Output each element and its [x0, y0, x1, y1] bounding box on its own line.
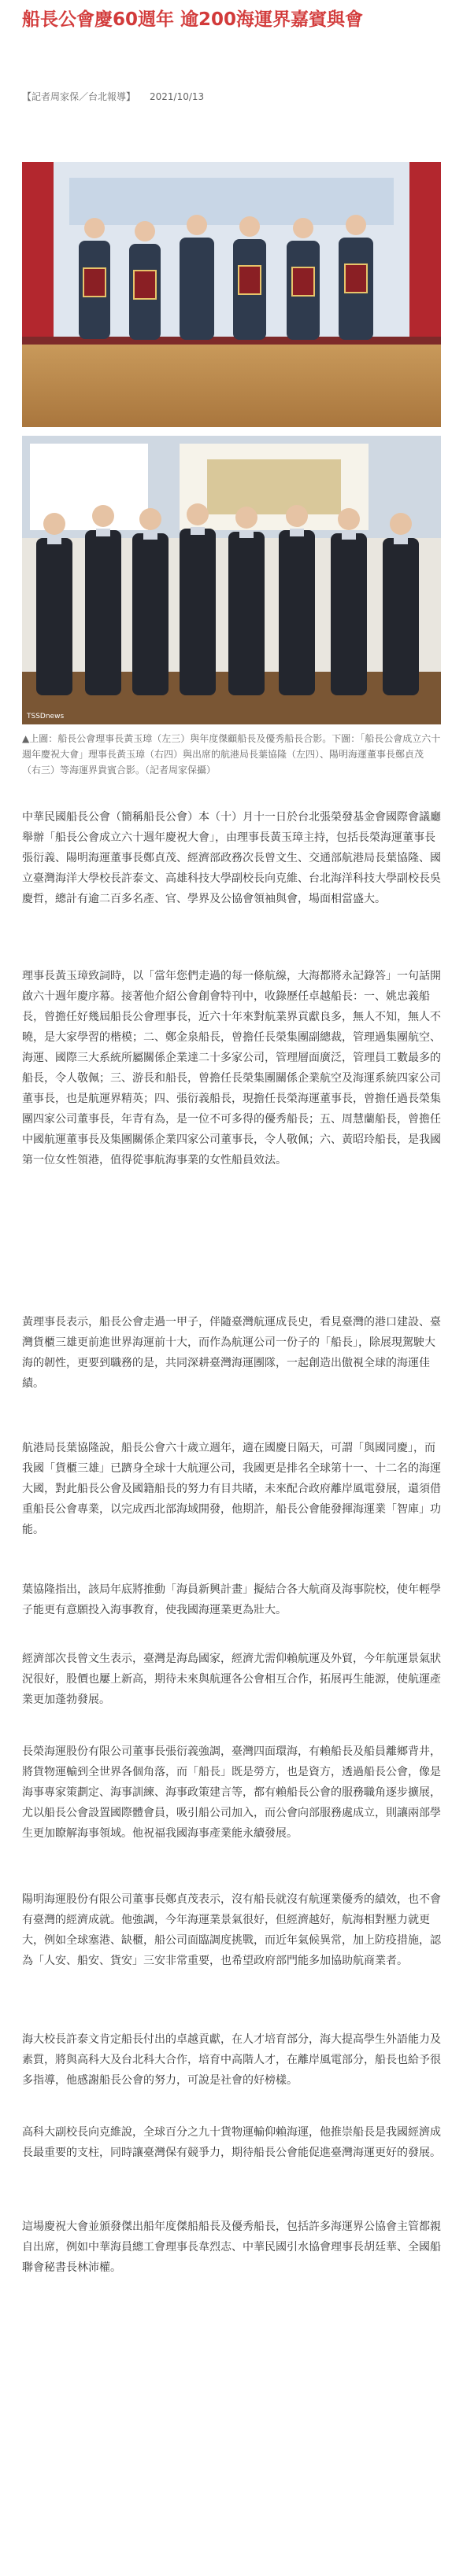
byline: 【記者周家保／台北報導】	[22, 91, 136, 102]
paragraph: 長榮海運股份有限公司董事長張衍義強調，臺灣四面環海，有賴船長及船員離鄉背井，將貨物運輸到全世界各個角落，而「船長」既是勞方，也是資方，透過船長公會，像是海事專家策劃定、海事訓練、海事政策建言等，都有賴船長公會的服務職角逐步擴展，尤以船長公會設置國際體會員，吸引船公司加入，而公會向部服務處成立，則讓兩部學生更加瞭解海事領域。他祝福我國海事產業能永續發展。	[22, 1745, 441, 1840]
paragraph: 黃理事長表示，船長公會走過一甲子，伴隨臺灣航運成長史，看見臺灣的港口建設、臺灣貨櫃三雄更前進世界海運前十大，而作為航運公司一份子的「船長」，除展現駕駛大海的韌性，更要到職務的是，共同深耕臺灣海運團隊，一起創造出傲視全球的海運佳績。	[22, 1316, 441, 1390]
paragraph: 經濟部次長曾文生表示，臺灣是海島國家，經濟尤需仰賴航運及外貿，今年航運景氣狀況很好，股價也屢上新高，期待未來與航運各公會相互合作，拓展再生能源，使航運產業更加蓬勃發展。	[22, 1653, 441, 1706]
paragraph: 理事長黃玉璋致詞時，以「當年您們走過的每一條航線，大海都將永記錄答」一句話開啟六十週年慶序幕。接著他介紹公會創會特刊中，收錄歷任卓越船長：一、姚忠義船長，曾擔任好幾屆船長公會理事長，近六十年來對航業界貢獻良多，無人不知，無人不曉，是大家學習的楷模；二、鄭金泉船長，曾擔任長榮集團副總裁，管理過集團航空、海運、國際三大系統所屬關係企業達二十多家公司，管理層面廣泛，管理員工數最多的船長，令人敬佩；三、游長和船長，曾擔任長榮集團關係企業航空及海運系統四家公司董事長，也是航運界精英；四、張衍義船長，現擔任長榮海運董事長，曾擔任過長榮集團四家公司董事長，年青有為，是一位不可多得的優秀船長；五、周慧蘭船長，曾擔任中國航運董事長及集團關係企業四家公司董事長，令人敬佩；六、黃昭玲船長，是我國第一位女性領港，值得從事航海事業的女性船員效法。	[22, 970, 441, 1166]
paragraph: 航港局長葉協隆說，船長公會六十歲立週年，適在國慶日隔天，可謂「與國同慶」，而我國「貨櫃三雄」已躋身全球十大航運公司，我國更是排名全球第十一、十二名的海運大國，對此船長公會及國籍船長的努力有目共睹，未來配合政府離岸風電發展，還須借重船長公會專業，以完成西北部海域開發，他期許，船長公會能發揮海運業「智庫」功能。	[22, 1442, 441, 1536]
photo-caption: ▲上圖：船長公會理事長黃玉璋（左三）與年度傑顧船長及優秀船長合影。下圖：「船長公會成立六十週年慶祝大會」理事長黃玉璋（右四）與出席的航港局長葉協隆（左四）、陽明海運董事長鄭貞茂（右三）等海運界貴賓合影。（記者周家保攝）	[22, 733, 441, 776]
photo-award-group-image	[22, 162, 441, 427]
publish-date: 2021/10/13	[150, 91, 205, 102]
paragraph: 高科大副校長向克維說，全球百分之九十貨物運輸仰賴海運，他推崇船長是我國經濟成長最重要的支柱，同時讓臺灣保有競爭力，期待船長公會能促進臺灣海運更好的發展。	[22, 2126, 441, 2159]
photo-award-group	[22, 162, 441, 427]
photo-vip-group	[22, 436, 441, 724]
article-title: 船長公會慶60週年 逾200海運界嘉賓與會	[22, 9, 364, 30]
paragraph: 海大校長許泰文肯定船長付出的卓越貢獻，在人才培育部分，海大提高學生外語能力及素質，將與高科大及台北科大合作，培育中高階人才，在離岸風電部分，船長也給予很多指導，他感謝船長公會的努力，可說是社會的好榜樣。	[22, 2033, 441, 2087]
paragraph: 這場慶祝大會並頒發傑出船年度傑船船長及優秀船長，包括許多海運界公協會主管都親自出席，例如中華海員總工會理事長韋烈志、中華民國引水協會理事長胡廷華、全國船聯會秘書長林沛權。	[22, 2220, 441, 2274]
paragraph: 葉協隆指出，該局年底將推動「海員新興計畫」擬結合各大航商及海事院校，使年輕學子能更有意願投入海事教育，使我國海運業更為壯大。	[22, 1583, 441, 1616]
paragraph: 陽明海運股份有限公司董事長鄭貞茂表示，沒有船長就沒有航運業優秀的績效，也不會有臺灣的經濟成就。他強調，今年海運業景氣很好，但經濟越好，航海相對壓力就更大，例如全球塞港、缺櫃，船公司面臨調度挑戰，而近年氣候異常，加上防疫措施，認為「人安、船安、貨安」三安非常重要，也希望政府部門能多加協助航商業者。	[22, 1893, 441, 1967]
photo-vip-group-image	[22, 436, 441, 724]
paragraph: 中華民國船長公會（簡稱船長公會）本（十）月十一日於台北張榮發基金會國際會議廳舉辦「船長公會成立六十週年慶祝大會」，由理事長黃玉璋主持，包括長榮海運董事長張衍義、陽明海運董事長鄭貞茂、經濟部政務次長曾文生、交通部航港局長葉協隆、國立臺灣海洋大學校長許泰文、高雄科技大學副校長向克維、台北海洋科技大學副校長吳慶哲，總計有逾二百多名產、官、學界及公協會領袖與會，場面相當盛大。	[22, 811, 441, 905]
article-meta	[22, 90, 204, 103]
photo-watermark: TSSDnews	[27, 713, 65, 720]
